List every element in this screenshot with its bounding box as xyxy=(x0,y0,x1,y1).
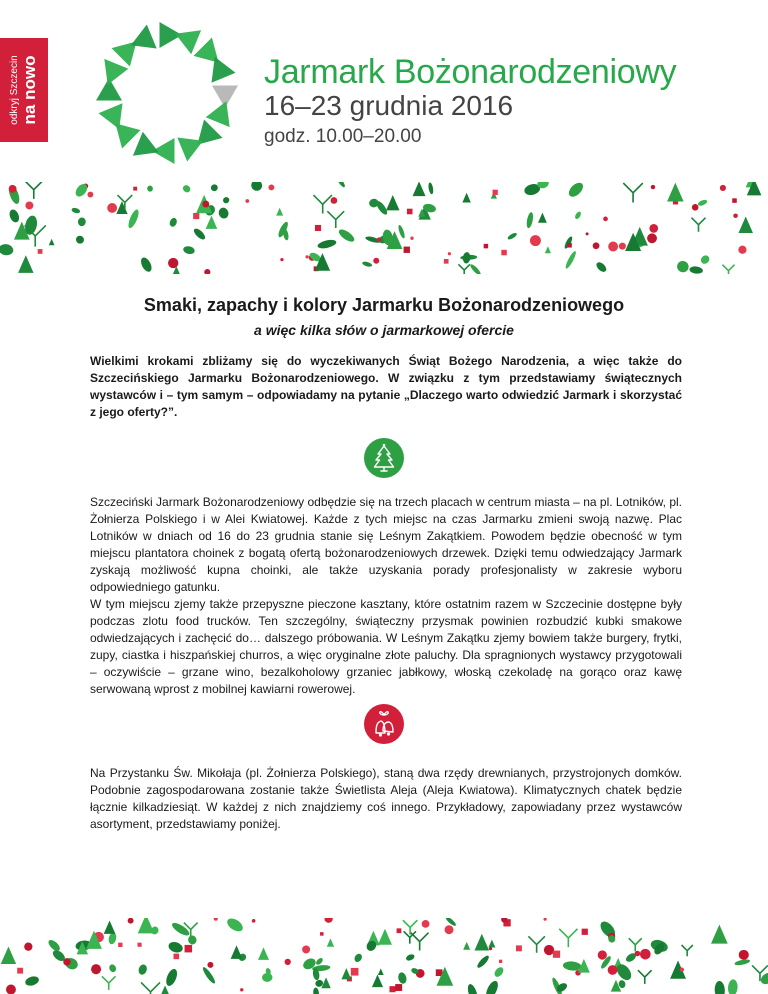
pattern-ornament xyxy=(302,945,310,953)
pattern-ornament xyxy=(699,254,711,266)
pattern-ornament xyxy=(603,217,608,222)
pattern-ornament xyxy=(680,967,684,971)
pattern-ornament xyxy=(210,183,220,193)
intro-paragraph xyxy=(90,353,682,421)
pattern-ornament xyxy=(168,217,178,228)
pattern-ornament xyxy=(187,934,198,945)
pattern-ornament xyxy=(206,216,218,229)
pattern-ornament xyxy=(647,233,657,243)
pattern-ornament xyxy=(720,185,726,191)
pattern-ornament xyxy=(47,938,62,953)
pattern-ornament xyxy=(182,245,195,255)
pattern-ornament xyxy=(87,192,93,198)
pattern-ornament xyxy=(739,950,749,960)
body-paragraph-1 xyxy=(90,494,682,698)
pattern-ornament xyxy=(528,936,545,953)
pattern-ornament xyxy=(74,234,85,245)
body-paragraph-3 xyxy=(90,765,682,833)
pattern-ornament xyxy=(567,243,572,248)
pattern-ornament xyxy=(336,182,346,188)
pattern-ornament xyxy=(738,216,752,233)
pattern-ornament xyxy=(638,970,652,984)
pattern-ornament xyxy=(629,938,642,951)
pattern-ornament xyxy=(413,182,426,196)
pattern-ornament xyxy=(667,183,684,202)
pattern-ornament xyxy=(564,250,577,270)
wreath-triangle xyxy=(133,132,159,156)
pattern-ornament xyxy=(141,982,160,994)
pattern-ornament xyxy=(649,224,658,233)
pattern-ornament xyxy=(317,238,337,250)
pattern-ornament xyxy=(305,255,308,258)
pattern-ornament xyxy=(697,199,708,207)
pattern-ornament xyxy=(493,966,505,979)
pattern-ornament xyxy=(538,213,547,223)
pattern-ornament xyxy=(733,213,738,218)
pattern-ornament xyxy=(553,951,560,958)
pattern-ornament xyxy=(397,224,406,239)
pattern-ornament xyxy=(466,983,479,994)
pattern-ornament xyxy=(501,250,506,255)
pattern-ornament xyxy=(526,212,535,229)
pattern-ornament xyxy=(404,247,410,253)
wreath-triangle xyxy=(206,101,230,127)
pattern-ornament xyxy=(582,929,588,935)
brand-line1: odkryj Szczecin xyxy=(9,55,20,125)
pattern-ornament xyxy=(137,943,141,947)
pattern-ornament xyxy=(378,929,392,945)
pattern-ornament xyxy=(174,954,180,960)
body-paragraph-2-text: W tym miejscu zjemy także przepyszne pieczone kasztany, które ostatnim razem w Szczecinie dostępne były podczas zlotu food trucków. Ten szczególny, świąteczny przysmak powinien rozbudzić kubki smakowe odwiedzających i zachęcić do… dalszego próbowania. W Leśnym Zakątku zjemy bowiem także burgery, frytki, zupy, ciastka i hiszpańskiej churros, a więc oryginalne złote paluchy. Dla spragnionych wystawcy przygotowali – oczywiście – grzane wino, bezalkoholowy grzaniec jabłkowy, włoską czekoladę na gorąco oraz kawę serwowaną wprost z mobilnej kawiarni rowerowej. xyxy=(90,597,682,696)
wreath-triangle xyxy=(104,59,128,85)
pattern-ornament xyxy=(341,968,351,979)
pattern-ornament xyxy=(202,201,209,208)
pattern-ornament xyxy=(675,259,690,274)
pattern-ornament xyxy=(530,235,541,246)
pattern-ornament xyxy=(116,201,127,214)
pattern-ornament xyxy=(222,196,231,205)
pattern-ornament xyxy=(49,239,55,246)
pattern-ornament xyxy=(499,960,502,963)
pattern-ornament xyxy=(378,968,384,975)
pattern-ornament xyxy=(493,190,498,195)
pattern-ornament xyxy=(484,244,488,248)
pattern-ornament xyxy=(598,950,607,959)
pattern-ornament xyxy=(397,928,402,933)
pattern-ornament xyxy=(476,954,491,969)
pattern-ornament xyxy=(268,184,274,190)
pattern-ornament xyxy=(469,263,482,274)
pattern-ornament xyxy=(170,921,191,938)
pattern-ornament xyxy=(276,208,283,216)
pattern-ornament xyxy=(252,919,256,923)
pattern-ornament xyxy=(249,182,264,193)
pattern-ornament xyxy=(192,227,207,242)
pattern-ornament xyxy=(448,252,451,255)
pattern-ornament xyxy=(225,918,245,934)
pattern-ornament xyxy=(692,204,699,211)
article-title: Smaki, zapachy i kolory Jarmarku Bożonarodzeniowego xyxy=(143,295,625,315)
pattern-ornament xyxy=(507,232,518,241)
pattern-ornament xyxy=(407,209,413,215)
pattern-ornament xyxy=(185,945,193,953)
pattern-ornament xyxy=(6,985,16,994)
pattern-ornament xyxy=(118,943,122,947)
article-subtitle: a więc kilka słów o jarmarkowej ofercie xyxy=(254,322,514,338)
pattern-ornament xyxy=(586,232,589,235)
pattern-ornament xyxy=(544,918,547,921)
pattern-ornament xyxy=(18,255,33,273)
decorative-pattern-bottom xyxy=(0,918,768,994)
event-dates: 16–23 grudnia 2016 xyxy=(264,90,514,121)
pattern-ornament xyxy=(102,976,116,990)
pattern-ornament xyxy=(738,246,746,254)
pattern-ornament xyxy=(623,183,642,202)
wreath-triangle xyxy=(175,30,201,54)
pattern-ornament xyxy=(574,211,582,220)
pattern-ornament xyxy=(689,266,703,274)
pattern-ornament xyxy=(727,979,738,994)
brand-line2: na nowo xyxy=(20,55,39,125)
pattern-ornament xyxy=(91,964,101,974)
pattern-ornament xyxy=(463,942,470,950)
pattern-ornament xyxy=(475,934,490,951)
pattern-ornament xyxy=(372,974,383,987)
pattern-ornament xyxy=(71,207,81,214)
pattern-ornament xyxy=(126,208,140,229)
pattern-ornament xyxy=(410,237,413,240)
pattern-ornament xyxy=(285,959,291,965)
pattern-ornament xyxy=(164,967,179,987)
pattern-ornament xyxy=(231,945,243,958)
pattern-ornament xyxy=(25,202,33,210)
pattern-ornament xyxy=(462,193,470,203)
pattern-ornament xyxy=(488,940,495,948)
pattern-ornament xyxy=(167,940,184,954)
pattern-ornament xyxy=(324,918,332,923)
pattern-ornament xyxy=(563,961,582,972)
pattern-ornament xyxy=(595,260,608,273)
pattern-ornament xyxy=(691,218,705,232)
pattern-ornament xyxy=(619,243,626,250)
pattern-ornament xyxy=(313,987,320,994)
pattern-ornament xyxy=(147,185,154,192)
pattern-ornament xyxy=(320,932,324,936)
pattern-ornament xyxy=(353,952,363,963)
wreath-triangle xyxy=(131,25,157,49)
event-title: Jarmark Bożonarodzeniowy xyxy=(264,53,677,91)
pattern-ornament xyxy=(651,185,655,189)
pattern-ornament xyxy=(25,182,43,199)
pattern-ornament xyxy=(489,947,492,950)
pattern-ornament xyxy=(0,243,14,256)
pattern-ornament xyxy=(722,265,734,274)
pattern-ornament xyxy=(315,957,324,966)
pattern-ornament xyxy=(104,920,116,933)
brand-tab xyxy=(0,38,48,142)
pattern-ornament xyxy=(544,945,554,955)
pattern-ornament xyxy=(78,217,86,226)
wreath-triangle xyxy=(177,138,203,162)
pattern-ornament xyxy=(9,185,17,193)
pattern-ornament xyxy=(193,213,199,219)
wreath-triangle xyxy=(212,57,236,83)
pattern-ornament xyxy=(204,269,210,274)
pattern-ornament xyxy=(107,203,117,213)
wreath-triangle xyxy=(99,103,123,129)
pattern-ornament xyxy=(280,258,283,261)
body-paragraph-1-text: Szczeciński Jarmark Bożonarodzeniowy odbędzie się na trzech placach w centrum miasta – na pl. Lotników, pl. Żołnierza Polskiego i w Alei Kwiatowej. Każde z tych miejsc na czas Jarmarku zmieni swoją nazwę. Plac Lotników w dniach od 16 do 23 grudnia stanie się Leśnym Zakątkiem. Powodem będzie obecność w tym miejscu plantatora choinek z bogatą ofertą bożonarodzeniowych drzewek. Dzięki temu odwiedzający Jarmark zyskają możliwość kupna choinki, ale także uzyskania porady profesjonalisty w zakresie wyboru odpowiedniego gatunku. xyxy=(90,495,682,594)
pattern-ornament xyxy=(24,942,32,950)
pattern-ornament xyxy=(24,975,40,987)
pattern-ornament xyxy=(1,946,16,964)
pattern-ornament xyxy=(108,963,117,973)
pattern-ornament xyxy=(389,986,395,992)
pattern-ornament xyxy=(484,979,501,994)
pattern-ornament xyxy=(327,211,344,228)
pattern-ornament xyxy=(161,985,169,994)
pattern-ornament xyxy=(337,227,356,244)
pattern-ornament xyxy=(377,237,381,241)
pattern-ornament xyxy=(732,198,737,203)
pattern-ornament xyxy=(258,947,269,960)
pattern-ornament xyxy=(17,968,23,974)
wreath-logo-icon xyxy=(82,22,252,164)
pattern-ornament xyxy=(445,925,454,934)
pattern-ornament xyxy=(137,963,148,976)
pattern-ornament xyxy=(559,929,577,947)
pattern-ornament xyxy=(38,249,43,254)
pattern-ornament xyxy=(566,182,585,199)
pattern-ornament xyxy=(331,197,338,204)
pattern-ornament xyxy=(545,246,551,253)
pattern-ornament xyxy=(640,949,651,960)
pattern-ornament xyxy=(181,184,191,194)
pattern-ornament xyxy=(362,261,373,268)
pattern-ornament xyxy=(458,264,470,274)
pattern-ornament xyxy=(608,242,618,252)
intro-text: Wielkimi krokami zbliżamy się do wyczekiwanych Świąt Bożego Narodzenia, a więc także do Szczecińskiego Jarmarku Bożonarodzeniowego. W związku z tym przedstawiamy świątecznych wystawców i – tym samym – odpowiadamy na pytanie „Dlaczego warto odwiedzić Jarmark i skorzystać z jego oferty?”. xyxy=(90,354,682,419)
pattern-ornament xyxy=(240,988,243,991)
pattern-ornament xyxy=(386,195,399,210)
pattern-ornament xyxy=(245,199,249,203)
pattern-ornament xyxy=(714,981,725,994)
pattern-ornament xyxy=(133,187,137,191)
pattern-ornament xyxy=(422,920,430,928)
pattern-ornament xyxy=(139,256,154,274)
event-hours: godz. 10.00–20.00 xyxy=(264,126,422,147)
pattern-ornament xyxy=(373,258,379,264)
pattern-ornament xyxy=(214,918,218,921)
pattern-ornament xyxy=(635,951,641,957)
pattern-ornament xyxy=(217,206,230,220)
pattern-ornament xyxy=(351,968,359,976)
decorative-pattern-top xyxy=(0,182,768,274)
pattern-ornament xyxy=(711,925,728,944)
pattern-ornament xyxy=(593,242,600,249)
pattern-ornament xyxy=(201,966,217,985)
pattern-ornament xyxy=(405,953,415,962)
pattern-ornament xyxy=(395,984,402,991)
pattern-ornament xyxy=(397,972,408,985)
pattern-ornament xyxy=(128,918,134,924)
pattern-ornament xyxy=(313,195,331,213)
pattern-ornament xyxy=(168,258,178,268)
pattern-ornament xyxy=(516,945,522,951)
christmas-tree-icon xyxy=(364,438,404,478)
pattern-ornament xyxy=(327,938,334,946)
pattern-ornament xyxy=(608,965,618,975)
pattern-ornament xyxy=(428,182,434,195)
pattern-ornament xyxy=(462,252,470,264)
pattern-ornament xyxy=(8,208,21,224)
pattern-ornament xyxy=(682,945,693,956)
pattern-ornament xyxy=(315,225,321,231)
pattern-ornament xyxy=(207,962,213,968)
pattern-ornament xyxy=(444,259,449,264)
body-paragraph-3-text: Na Przystanku Św. Mikołaja (pl. Żołnierza Polskiego), staną dwa rzędy drewnianych, przystrojonych domków. Podobnie zagospodarowana zostanie także Świetlista Aleja (Aleja Kwiatowa). Klimatycznych chatek będzie łącznie kilkadziesiąt. W każdej z nich znajdziemy coś innego. Przykładowy, zapowiadany przez wystawców asortyment, przedstawiamy poniżej. xyxy=(90,766,682,831)
bells-icon xyxy=(364,704,404,744)
pattern-ornament xyxy=(411,933,429,951)
